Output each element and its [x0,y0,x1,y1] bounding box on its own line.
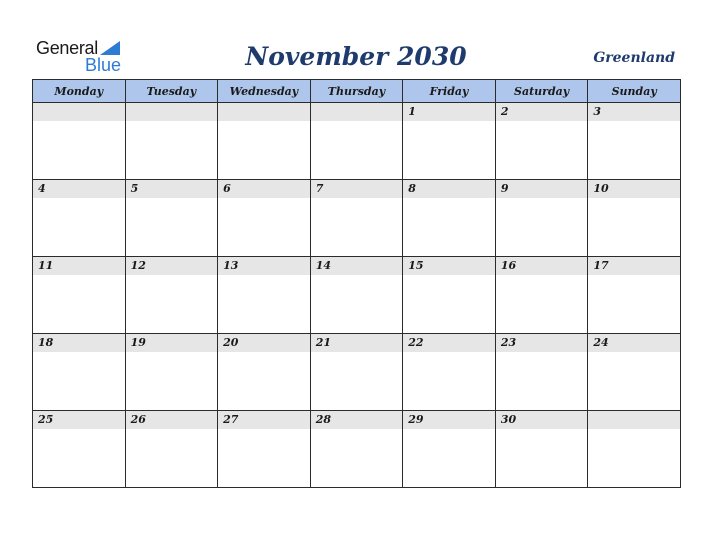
day-number [33,103,125,121]
day-number: 24 [588,334,680,352]
day-number: 22 [403,334,495,352]
day-cell [310,103,403,180]
day-cell [588,257,681,334]
day-cell [495,257,588,334]
day-number: 4 [33,180,125,198]
day-number: 30 [496,411,588,429]
day-cell [33,334,126,411]
week-row [33,103,681,180]
day-number [588,411,680,429]
week-row [33,257,681,334]
day-cell [310,334,403,411]
week-row [33,180,681,257]
day-cell [403,103,496,180]
day-cell [33,257,126,334]
day-number: 18 [33,334,125,352]
day-number: 10 [588,180,680,198]
day-number: 12 [126,257,218,275]
day-cell [588,103,681,180]
day-cell [33,180,126,257]
day-number: 23 [496,334,588,352]
day-number: 17 [588,257,680,275]
logo-text-general: General [36,38,98,58]
day-number: 29 [403,411,495,429]
day-number: 6 [218,180,310,198]
calendar-grid [32,79,681,488]
day-cell [310,257,403,334]
day-number [218,103,310,121]
day-cell [310,411,403,488]
day-number: 26 [126,411,218,429]
day-cell [403,411,496,488]
day-number: 11 [33,257,125,275]
day-number [311,103,403,121]
day-number: 19 [126,334,218,352]
day-number: 2 [496,103,588,121]
day-cell [125,257,218,334]
logo-text-blue: Blue [85,55,122,75]
day-number: 8 [403,180,495,198]
calendar-title: November 2030 [245,42,467,71]
day-number: 7 [311,180,403,198]
day-number: 20 [218,334,310,352]
day-number: 25 [33,411,125,429]
day-cell [495,180,588,257]
day-cell [125,180,218,257]
day-cell [403,180,496,257]
weekday-header: Thursday [310,80,403,103]
day-number: 3 [588,103,680,121]
day-cell [218,257,311,334]
day-number: 15 [403,257,495,275]
weekday-header: Tuesday [125,80,218,103]
day-cell [33,103,126,180]
day-cell [310,180,403,257]
day-number: 13 [218,257,310,275]
region-label: Greenland [593,50,675,66]
day-cell [403,334,496,411]
day-cell [588,411,681,488]
day-number [126,103,218,121]
day-cell [33,411,126,488]
week-row [33,334,681,411]
day-cell [495,334,588,411]
day-number: 9 [496,180,588,198]
weekday-header: Monday [33,80,126,103]
day-cell [218,334,311,411]
weekday-header-row [33,80,681,103]
day-cell [403,257,496,334]
day-number: 21 [311,334,403,352]
day-number: 28 [311,411,403,429]
weekday-header: Sunday [588,80,681,103]
day-number: 1 [403,103,495,121]
day-cell [588,334,681,411]
day-number: 5 [126,180,218,198]
day-cell [218,180,311,257]
day-number: 27 [218,411,310,429]
day-number: 14 [311,257,403,275]
day-cell [218,411,311,488]
weekday-header: Friday [403,80,496,103]
day-cell [125,334,218,411]
day-cell [495,103,588,180]
week-row [33,411,681,488]
day-number: 16 [496,257,588,275]
weekday-header: Saturday [495,80,588,103]
day-cell [218,103,311,180]
day-cell [125,103,218,180]
day-cell [125,411,218,488]
weekday-header: Wednesday [218,80,311,103]
day-cell [495,411,588,488]
day-cell [588,180,681,257]
